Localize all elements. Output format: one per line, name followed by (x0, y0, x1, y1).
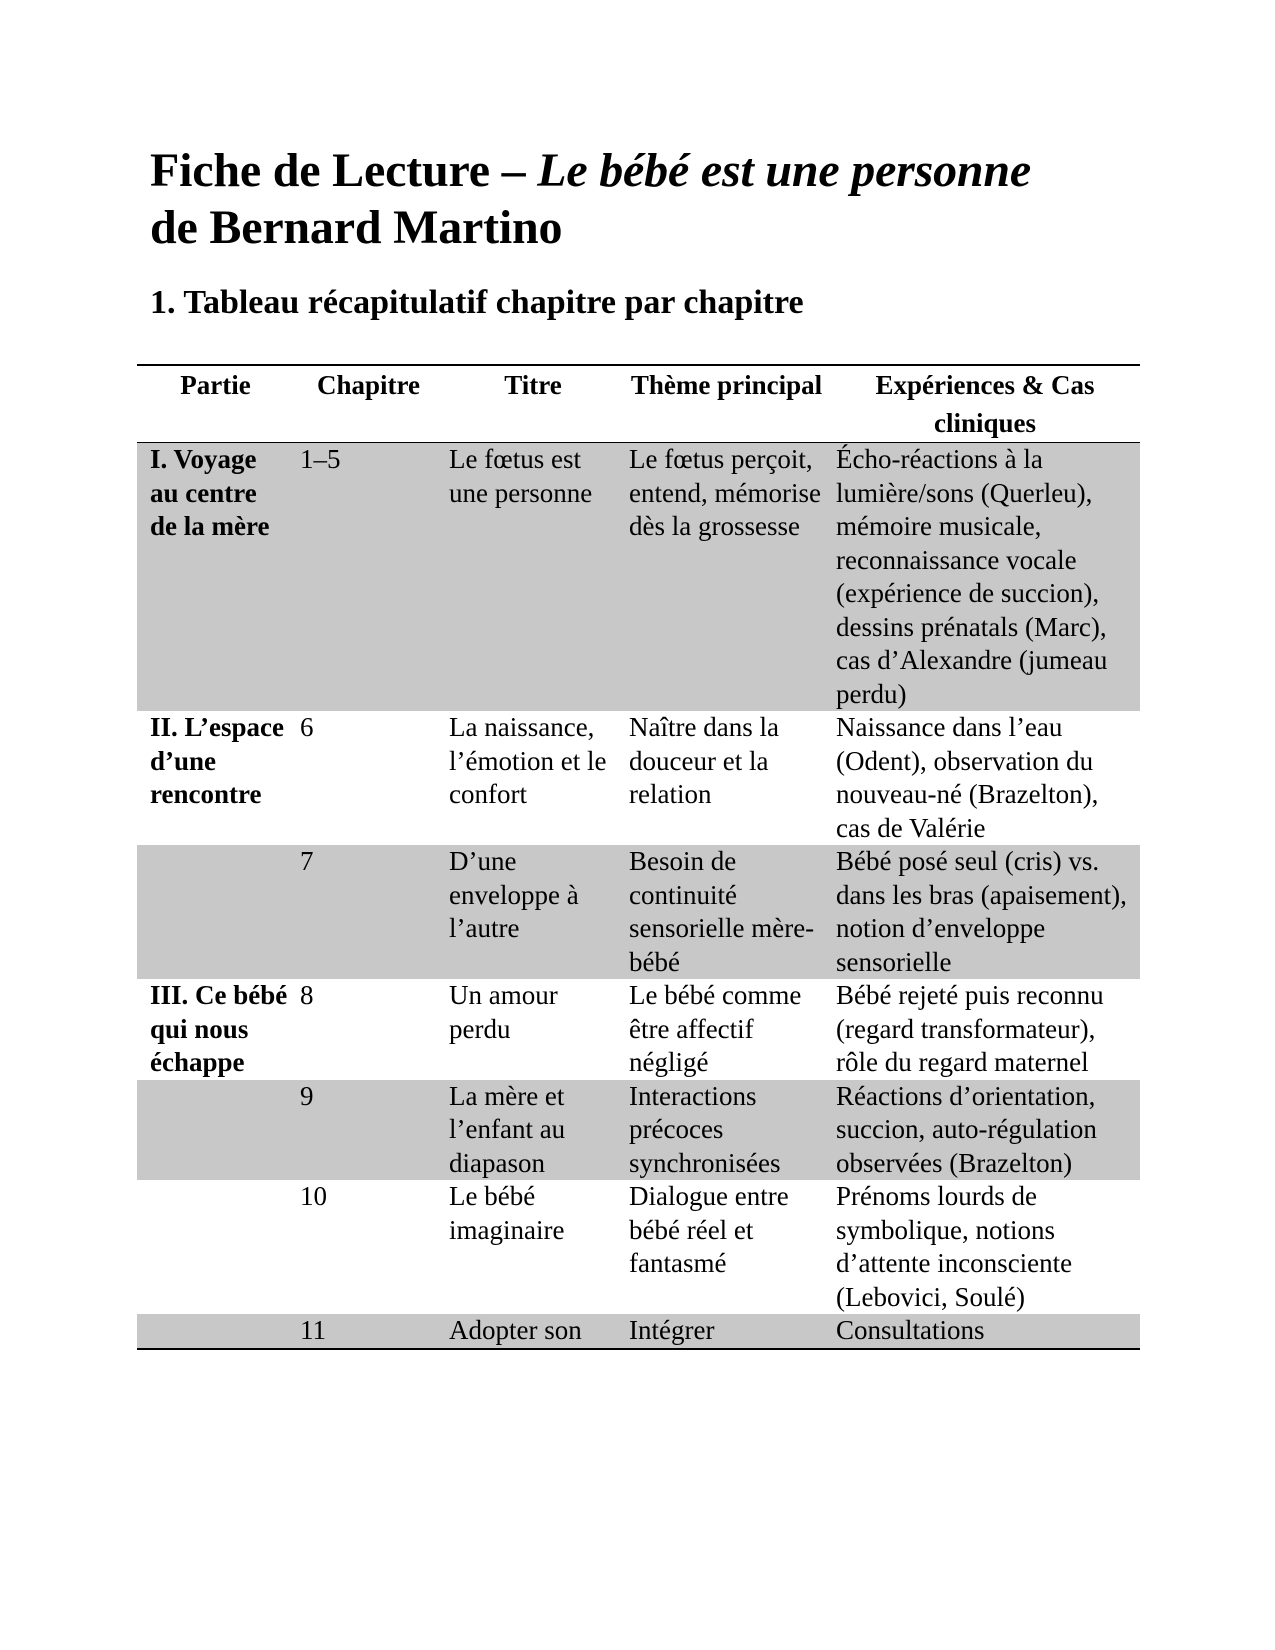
cell-partie (137, 1180, 294, 1314)
cell-partie (137, 845, 294, 979)
table-header-row (137, 365, 1140, 443)
cell-chapitre: 8 (300, 980, 314, 1010)
table-row (137, 1314, 1140, 1349)
header-titre: Titre (504, 370, 562, 400)
cell-chapitre: 11 (294, 1314, 443, 1349)
book-title: Le bébé est une personne (537, 144, 1032, 197)
cell-titre: Un amour perdu (449, 980, 558, 1044)
cell-experiences: Naissance dans l’eau (Odent), observation du nouveau-né (Brazelton), cas de Valérie (836, 712, 1099, 843)
cell-experiences: Consultations (830, 1314, 1140, 1349)
cell-experiences: Prénoms lourds de symbolique, notions d’attente inconsciente (Lebovici, Soulé) (836, 1181, 1073, 1312)
cell-theme: Interactions précoces synchronisées (623, 1080, 830, 1181)
cell-theme: Intégrer (623, 1314, 830, 1349)
cell-partie (137, 1080, 294, 1181)
cell-theme: Naître dans la douceur et la relation (629, 712, 779, 809)
document-page (150, 142, 1140, 1345)
header-theme: Thème principal (630, 370, 823, 400)
cell-theme: Le fœtus perçoit, entend, mémorise dès la grossesse (623, 443, 830, 712)
table-row (137, 1080, 1140, 1181)
cell-titre: Le fœtus est une personne (443, 443, 623, 712)
cell-chapitre: 10 (300, 1181, 327, 1211)
cell-partie: III. Ce bébé qui nous échappe (150, 980, 288, 1077)
title-prefix: Fiche de Lecture – (150, 144, 538, 197)
summary-table (137, 364, 1140, 1350)
document-title (150, 142, 1140, 256)
table-row (137, 1180, 1140, 1314)
cell-theme: Besoin de continuité sensorielle mère-bébé (623, 845, 830, 979)
cell-experiences: Écho-réactions à la lumière/sons (Querleu), mémoire musicale, reconnaissance vocale (expérience de succion), dessins prénatals (Marc), cas d’Alexandre (jumeau perdu) (830, 443, 1140, 712)
cell-chapitre: 9 (294, 1080, 443, 1181)
cell-titre: Adopter son (443, 1314, 623, 1349)
header-chapitre: Chapitre (316, 370, 420, 400)
cell-titre: La mère et l’enfant au diapason (443, 1080, 623, 1181)
table-row (137, 711, 1140, 845)
table-row (137, 845, 1140, 979)
cell-theme: Le bébé comme être affectif négligé (629, 980, 802, 1077)
cell-chapitre: 1–5 (294, 443, 443, 712)
cell-titre: D’une enveloppe à l’autre (443, 845, 623, 979)
cell-theme: Dialogue entre bébé réel et fantasmé (629, 1181, 789, 1278)
header-experiences: Expériences & Cas cliniques (875, 370, 1095, 438)
cell-partie: I. Voyage au centre de la mère (137, 443, 294, 712)
cell-partie (137, 1314, 294, 1349)
cell-chapitre: 7 (294, 845, 443, 979)
cell-titre: La naissance, l’émotion et le confort (449, 712, 607, 809)
cell-experiences: Réactions d’orientation, succion, auto-régulation observées (Brazelton) (830, 1080, 1140, 1181)
section-heading: 1. Tableau récapitulatif chapitre par chapitre (150, 284, 804, 321)
cell-partie: II. L’espace d’une rencontre (150, 712, 285, 809)
table-row (137, 979, 1140, 1080)
title-author: de Bernard Martino (150, 201, 563, 254)
header-partie: Partie (180, 370, 251, 400)
cell-chapitre: 6 (300, 712, 314, 742)
cell-experiences: Bébé posé seul (cris) vs. dans les bras (apaisement), notion d’enveloppe sensorielle (830, 845, 1140, 979)
table-row (137, 443, 1140, 712)
cell-experiences: Bébé rejeté puis reconnu (regard transformateur), rôle du regard maternel (836, 980, 1104, 1077)
cell-titre: Le bébé imaginaire (449, 1181, 565, 1245)
